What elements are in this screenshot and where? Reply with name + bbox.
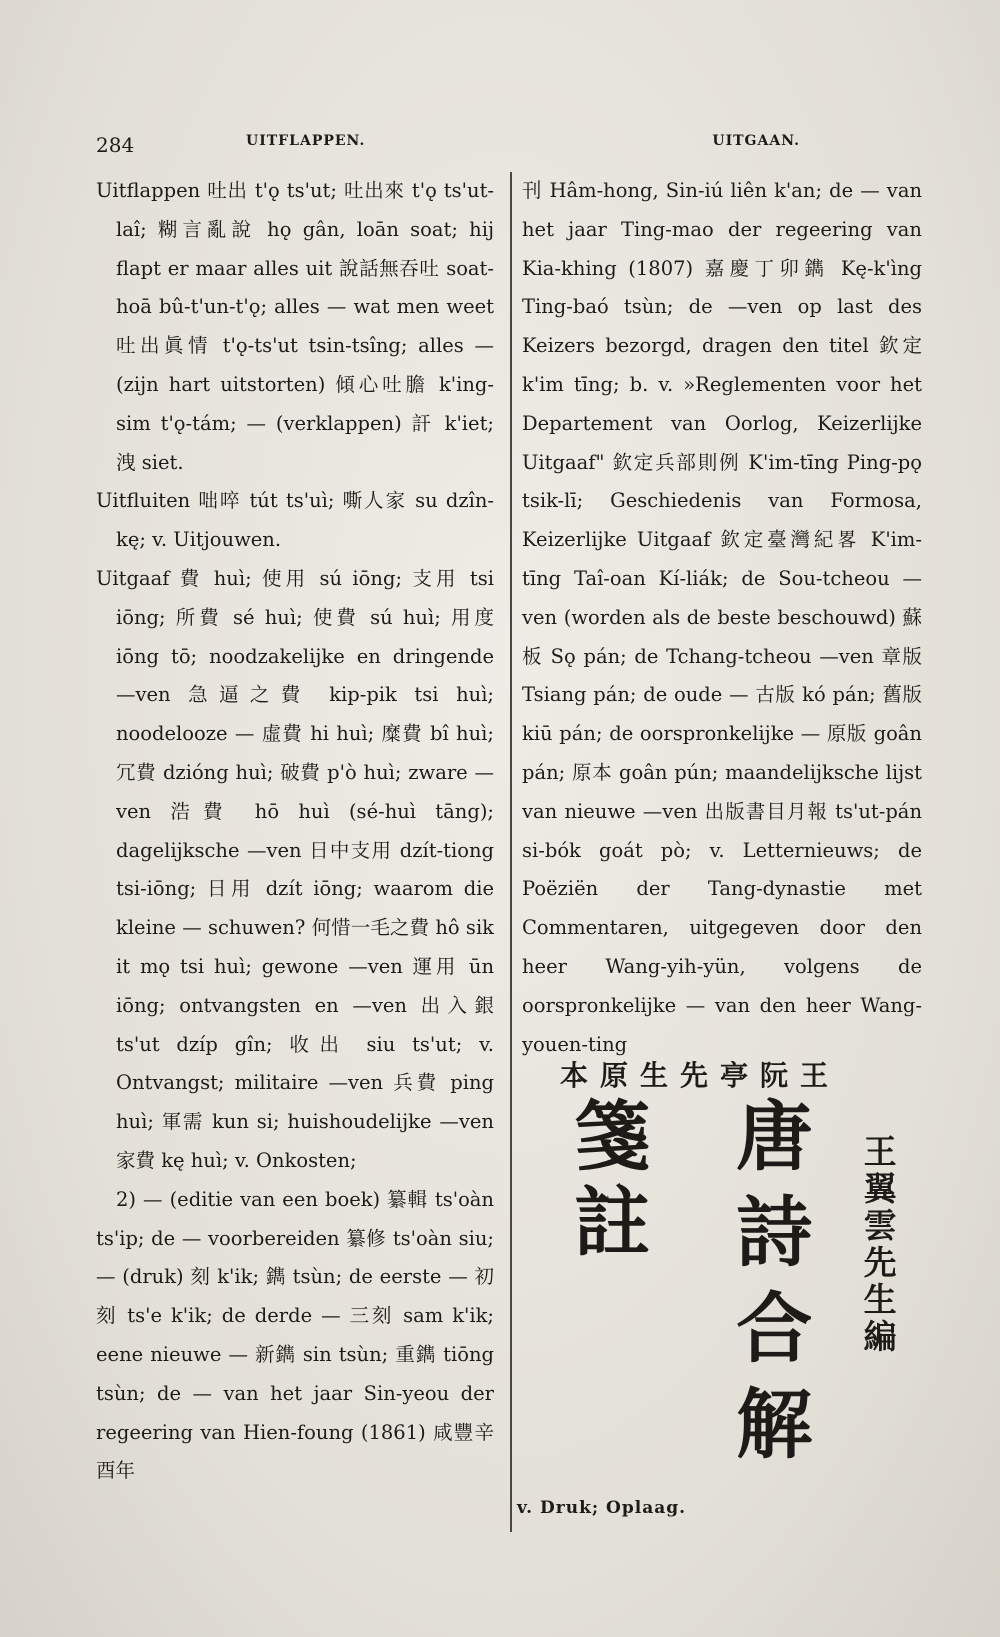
column-divider (510, 172, 512, 1532)
title-page-author: 王翼雲先生編 (858, 1134, 898, 1356)
title-page-sub-title: 箋註 (561, 1096, 651, 1268)
entry-uitgaaf: Uitgaaf 費 huì; 使用 sú iōng; 支用 tsi iōng; 所費 sé huì; 使費 sú huì; 用度 iōng tō; noodzakelijke en dringende —ven 急逼之費 kip-pik tsi huì; noodelooze — 虛費 hi huì; 糜費 bî huì; 冗費 dzióng huì; 破費 p'ò huì; zware —ven 浩費 hō huì (sé-huì tāng); dagelijksche —ven 日中支用 dzít-tiong tsi-iōng; 日用 dzít iōng; waarom die kleine — schuwen? 何惜一毛之費 hô sik it mǫ tsi huì; gewone —ven 運用 ūn iōng; ontvangsten en —ven 出入銀 ts'ut dzíp gîn; 收出 siu ts'ut; v. Ontvangst; militaire —ven 兵費 ping huì; 軍需 kun si; huishoudelijke —ven 家費 kę huì; v. Onkosten; (96, 566, 494, 1172)
cross-reference: v. Druk; Oplaag. (517, 1498, 687, 1518)
entry-uitgaaf-sense-2: 2) — (editie van een boek) 纂輯 ts'oàn ts'ip; de — voorbereiden 纂修 ts'oàn siu; — (druk) 刻 k'ik; 鐫 tsùn; de eerste — 初刻 ts'e k'ik; de derde — 三刻 sam k'ik; eene nieuwe — 新鐫 sin tsùn; 重鐫 tiōng tsùn; de — van het jaar Sin-yeou der regeering van Hien-foung (1861) 咸豐辛酉年 (96, 1187, 494, 1483)
running-head-left: UITFLAPPEN. (246, 133, 366, 149)
title-page-main-title: 唐詩合解 (723, 1096, 813, 1480)
right-column (522, 172, 922, 1064)
entry-uitgaaf-continued: 刊 Hâm-hong, Sin-iú liên k'an; de — van het jaar Ting-mao der regeering van Kia-khing (1807) 嘉慶丁卯鐫 Kę-k'ìng Ting-baó tsùn; de —ven op last des Keizers bezorgd, dragen den titel 欽定 k'im tīng; b. v. »Reglementen voor het Departement van Oorlog, Keizerlijke Uitgaaf" 欽定兵部則例 K'im-tīng Ping-pǫ tsik-lī; Geschiedenis van Formosa, Keizerlijke Uitgaaf 欽定臺灣紀畧 K'im-tīng Taî-oan Kí-liák; de Sou-tcheou —ven (worden als de beste beschouwd) 蘇板 Sǫ pán; de Tchang-tcheou —ven 章版 Tsiang pán; de oude — 古版 kó pán; 舊版 kiū pán; de oorspronkelijke — 原版 goân pán; 原本 goân pún; maandelijksche lijst van nieuwe —ven 出版書目月報 ts'ut-pán si-bók goát pò; v. Letternieuws; de Poëziën der Tang-dynastie met Commentaren, uitgegeven door den heer Wang-yih-yün, volgens de oorspronkelijke — van den heer Wang-youen-ting (522, 179, 922, 1056)
entry-uitflappen: Uitflappen 吐出 t'ǫ ts'ut; 吐出來 t'ǫ ts'ut-laî; 糊言亂說 hǫ gân, loān soat; hij flapt er maar alles uit 說話無吞吐 soat-hoā bû-t'un-t'ǫ; alles — wat men weet 吐出眞情 t'ǫ-ts'ut tsin-tsîng; alles — (zijn hart uitstorten) 傾心吐膽 k'ing-sim t'ǫ-tám; — (verklappen) 訐 k'iet; 洩 siet. (96, 179, 494, 474)
title-page-top-line: 本原生先亭阮王 (560, 1059, 841, 1092)
left-column (96, 172, 494, 1491)
entry-uitfluiten: Uitfluiten 咄啐 tút ts'uì; 嘶人家 su dzîn-kę; v. Uitjouwen. (96, 489, 494, 552)
running-head-right: UITGAAN. (712, 133, 800, 149)
page-number: 284 (96, 133, 135, 157)
